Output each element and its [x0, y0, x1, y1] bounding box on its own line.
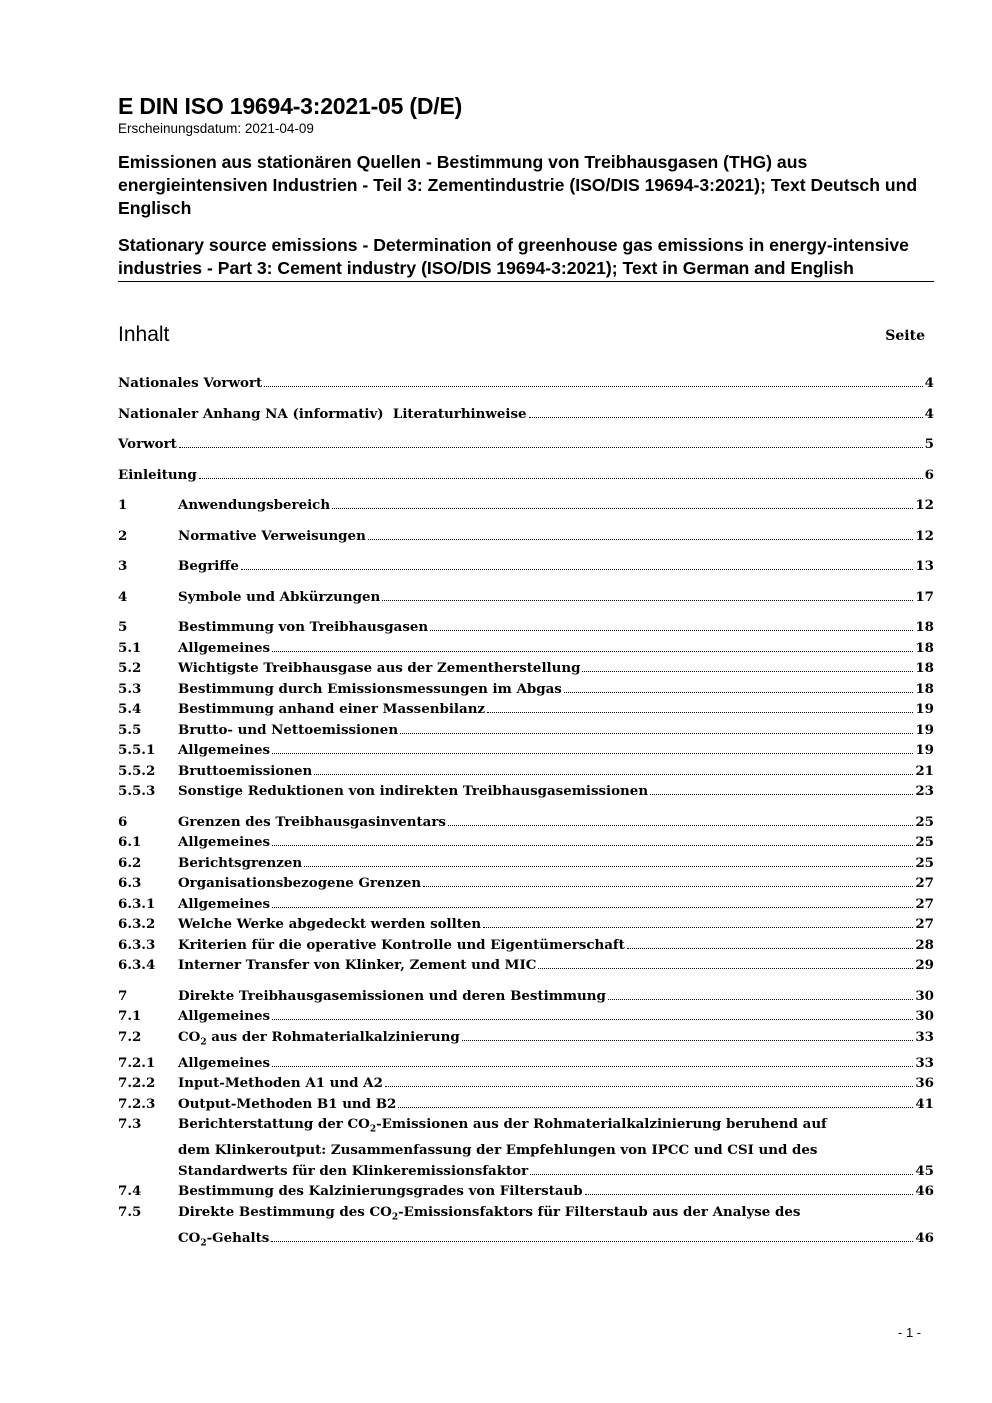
toc-entry-title: Nationaler Anhang NA (informativ) Literaturhinweise [118, 405, 527, 422]
toc-leader [400, 732, 913, 734]
toc-entry-title: Bestimmung anhand einer Massenbilanz [178, 701, 486, 717]
toc-entry-title: Normative Verweisungen [178, 527, 366, 544]
toc-entry-page: 13 [915, 558, 934, 574]
toc-entry-page: 27 [915, 875, 934, 891]
document-id: E DIN ISO 19694-3:2021-05 (D/E) [118, 93, 463, 119]
toc-leader [627, 947, 914, 949]
toc-entry[interactable] [118, 1094, 934, 1115]
toc-entry-number: 6.3.3 [118, 936, 156, 953]
toc-entry-number: 7.2.3 [118, 1095, 156, 1112]
toc-leader [382, 599, 913, 601]
toc-entry-number: 7.5 [118, 1203, 142, 1220]
toc-entry[interactable] [118, 465, 934, 486]
toc-entry-title: Vorwort [118, 436, 177, 452]
toc-entry-title-line: Standardwerts für den Klinkeremissionsfaktor 45 [178, 1161, 934, 1182]
toc-entry-page: 36 [915, 1075, 934, 1092]
toc-entry-number: 7.1 [118, 1008, 142, 1024]
toc-entry-page: 29 [915, 957, 934, 973]
toc-entry[interactable] [118, 679, 934, 700]
toc-entry[interactable] [118, 955, 934, 976]
toc-entry[interactable] [118, 740, 934, 761]
toc-leader [272, 1065, 913, 1067]
toc-entry-title: Bestimmung durch Emissionsmessungen im Abgas [178, 680, 562, 697]
toc-entry[interactable] [118, 373, 934, 394]
toc-entry[interactable] [118, 617, 934, 638]
toc-entry-title-line: Direkte Bestimmung des $CO_2$-Emissionsfaktors für Filterstaub aus der Analyse des [178, 1203, 801, 1223]
toc-entry-page: 27 [915, 916, 934, 932]
toc-leader [241, 568, 914, 570]
publication-date: Erscheinungsdatum: 2021-04-09 [118, 121, 314, 136]
toc-page-label: Seite [885, 328, 925, 344]
toc-entry-title [178, 1202, 934, 1254]
toc-entry-title-line: $CO_2$-Gehalts 46 [178, 1230, 934, 1249]
toc-leader [264, 385, 922, 387]
toc-leader [271, 1240, 913, 1242]
toc-entry-number: 5.2 [118, 660, 142, 676]
toc-entry-title: Kriterien für die operative Kontrolle und Eigentümerschaft [178, 936, 625, 953]
toc-entry[interactable] [118, 935, 934, 956]
toc-entry[interactable] [118, 720, 934, 741]
toc-entry-page: 45 [915, 1162, 934, 1179]
toc-entry[interactable] [118, 761, 934, 782]
toc-entry-title: Wichtigste Treibhausgase aus der Zementherstellung [178, 660, 581, 676]
toc-entry-page: 18 [915, 680, 934, 697]
toc-entry[interactable] [118, 658, 934, 679]
toc-entry[interactable] [118, 1114, 934, 1181]
toc-entry[interactable] [118, 1202, 934, 1254]
toc-entry-number: 5.5 [118, 721, 142, 738]
toc-leader [199, 477, 923, 479]
toc-leader [483, 926, 913, 928]
toc-entry-number: 5.3 [118, 680, 142, 697]
toc-leader [398, 1106, 913, 1108]
toc-entry-number: 5 [118, 619, 128, 635]
toc-leader [272, 650, 913, 652]
toc-entry[interactable] [118, 1027, 934, 1053]
toc-entry[interactable] [118, 1053, 934, 1074]
toc-entry[interactable] [118, 526, 934, 547]
toc-entry-title: Output-Methoden B1 und B2 [178, 1095, 397, 1112]
toc-entry-page: 25 [915, 813, 934, 830]
toc-leader [564, 691, 914, 693]
toc-entry-number: 1 [118, 497, 128, 513]
toc-entry-page: 25 [915, 854, 934, 871]
toc-entry-number: 7.2.2 [118, 1075, 156, 1092]
toc-entry-page: 17 [915, 588, 934, 605]
toc-entry-title: Brutto- und Nettoemissionen [178, 721, 399, 738]
toc-entry-number: 6 [118, 813, 128, 830]
toc-entry-page: 28 [915, 936, 934, 953]
toc-entry-number: 7.3 [118, 1116, 142, 1133]
toc-leader [529, 416, 923, 418]
toc-entry-title: Allgemeines [178, 742, 271, 758]
toc-leader [538, 967, 913, 969]
toc-entry[interactable] [118, 699, 934, 720]
toc-entry-page: 19 [915, 721, 934, 738]
toc-entry[interactable] [118, 1006, 934, 1027]
toc-entry-page: 23 [915, 783, 934, 799]
toc-entry-title: Allgemeines [178, 834, 271, 850]
toc-entry-title: Allgemeines [178, 895, 271, 912]
table-of-contents [118, 373, 934, 1254]
toc-entry-number: 7.2.1 [118, 1054, 156, 1071]
toc-entry-page: 30 [915, 987, 934, 1004]
toc-entry-page: 27 [915, 895, 934, 912]
toc-leader [272, 1018, 913, 1020]
toc-leader [304, 865, 913, 867]
toc-leader [423, 885, 913, 887]
toc-leader [650, 793, 913, 795]
toc-entry-number: 3 [118, 558, 128, 574]
toc-leader [385, 1085, 913, 1087]
toc-entry-number: 5.5.2 [118, 762, 156, 779]
toc-header [118, 322, 934, 352]
toc-leader [430, 629, 913, 631]
toc-entry-number: 6.3.4 [118, 957, 156, 973]
toc-entry-page: 12 [915, 527, 934, 544]
toc-entry-number: 7.2 [118, 1028, 142, 1045]
toc-entry[interactable] [118, 1181, 934, 1202]
toc-entry-title: Einleitung [118, 466, 197, 483]
toc-entry-title: Direkte Treibhausgasemissionen und deren Bestimmung [178, 987, 606, 1004]
toc-entry-number: 4 [118, 588, 128, 605]
toc-entry-title: Bestimmung von Treibhausgasen [178, 619, 429, 635]
toc-entry[interactable] [118, 556, 934, 577]
toc-entry[interactable] [118, 495, 934, 516]
toc-entry[interactable] [118, 832, 934, 853]
title-german: Emissionen aus stationären Quellen - Bestimmung von Treibhausgasen (THG) aus energieintensiven Industrien - Teil 3: Zementindustrie (ISO/DIS 19694-3:2021); Text Deutsch und Englisch [118, 152, 918, 218]
toc-leader [368, 538, 914, 540]
toc-entry-title: Bruttoemissionen [178, 762, 313, 779]
toc-entry-title: Sonstige Reduktionen von indirekten Treibhausgasemissionen [178, 783, 649, 799]
toc-entry-number: 7 [118, 987, 128, 1004]
toc-leader [585, 1193, 914, 1195]
toc-entry-page: 41 [915, 1095, 934, 1112]
toc-entry-page: 18 [915, 619, 934, 635]
toc-leader [179, 446, 923, 448]
toc-entry-number: 6.2 [118, 854, 142, 871]
toc-entry-page: 33 [915, 1028, 934, 1045]
page-number: - 1 - [898, 1325, 922, 1340]
toc-leader [582, 670, 913, 672]
toc-entry[interactable] [118, 587, 934, 608]
toc-entry[interactable] [118, 781, 934, 802]
toc-entry[interactable] [118, 1073, 934, 1094]
toc-entry-number: 5.1 [118, 639, 142, 656]
toc-entry-number: 7.4 [118, 1183, 142, 1200]
toc-entry[interactable] [118, 873, 934, 894]
toc-entry-number: 2 [118, 527, 128, 544]
toc-entry[interactable] [118, 434, 934, 455]
toc-entry-title: Welche Werke abgedeckt werden sollten [178, 916, 482, 932]
toc-entry-number: 6.3.1 [118, 895, 156, 912]
toc-entry-number: 6.3.2 [118, 916, 156, 932]
toc-entry-number: 5.5.1 [118, 742, 156, 758]
toc-entry-title: Input-Methoden A1 und A2 [178, 1075, 383, 1092]
toc-entry-title: Nationales Vorwort [118, 375, 263, 391]
toc-leader [608, 998, 913, 1000]
toc-entry-page: 6 [924, 466, 934, 483]
toc-entry-page: 12 [915, 497, 934, 513]
toc-leader [462, 1039, 914, 1041]
toc-leader [272, 752, 913, 754]
toc-leader [314, 773, 913, 775]
toc-entry[interactable] [118, 853, 934, 874]
toc-entry-title: Anwendungsbereich [178, 497, 331, 513]
toc-entry[interactable] [118, 638, 934, 659]
toc-entry[interactable] [118, 812, 934, 833]
toc-entry[interactable] [118, 914, 934, 935]
toc-entry[interactable] [118, 986, 934, 1007]
toc-entry[interactable] [118, 894, 934, 915]
toc-leader [530, 1173, 913, 1175]
toc-entry-title: Symbole und Abkürzungen [178, 588, 381, 605]
toc-entry-title: Allgemeines [178, 1008, 271, 1024]
toc-entry-title: Grenzen des Treibhausgasinventars [178, 813, 446, 830]
toc-entry-page: 18 [915, 639, 934, 656]
toc-leader [487, 711, 913, 713]
toc-entry-number: 6.1 [118, 834, 142, 850]
toc-entry-number: 6.3 [118, 875, 142, 891]
toc-entry-page: 5 [924, 436, 934, 452]
toc-leader [332, 507, 913, 509]
toc-entry-page: 19 [915, 701, 934, 717]
toc-leader [272, 906, 913, 908]
toc-entry-number: 5.4 [118, 701, 142, 717]
toc-entry-title: Allgemeines [178, 1054, 271, 1071]
toc-entry-page: 46 [915, 1183, 934, 1200]
document-page [118, 92, 934, 1254]
toc-entry-page: 18 [915, 660, 934, 676]
toc-entry-page: 19 [915, 742, 934, 758]
toc-entry-page: 33 [915, 1054, 934, 1071]
title-english: Stationary source emissions - Determination of greenhouse gas emissions in energy-intensive industries - Part 3: Cement industry (ISO/DIS 19694-3:2021); Text in German and English [118, 234, 934, 282]
toc-entry-page: 4 [924, 405, 934, 422]
toc-entry-title: Interner Transfer von Klinker, Zement und MIC [178, 957, 537, 973]
toc-leader [272, 844, 913, 846]
toc-leader [448, 824, 913, 826]
toc-entry-title: Allgemeines [178, 639, 271, 656]
toc-entry-page: 25 [915, 834, 934, 850]
toc-heading: Inhalt [118, 323, 170, 346]
toc-entry-title [178, 1114, 934, 1181]
toc-entry-title: Bestimmung des Kalzinierungsgrades von Filterstaub [178, 1183, 583, 1200]
toc-entry-title: Berichtsgrenzen [178, 854, 303, 871]
toc-entry-page: 30 [915, 1008, 934, 1024]
toc-entry-number: 5.5.3 [118, 783, 156, 799]
toc-entry[interactable] [118, 404, 934, 425]
toc-entry-title: $CO_2$ aus der Rohmaterialkalzinierung [178, 1028, 460, 1048]
toc-entry-page: 4 [924, 375, 934, 391]
toc-entry-title-line: dem Klinkeroutput: Zusammenfassung der Empfehlungen von IPCC und CSI und des [178, 1142, 818, 1159]
toc-entry-title-line: Berichterstattung der $CO_2$-Emissionen aus der Rohmaterialkalzinierung beruhend auf [178, 1116, 827, 1135]
toc-entry-title: Begriffe [178, 558, 239, 574]
toc-entry-page: 21 [915, 762, 934, 779]
toc-entry-title: Organisationsbezogene Grenzen [178, 875, 422, 891]
toc-entry-page: 46 [915, 1230, 934, 1247]
